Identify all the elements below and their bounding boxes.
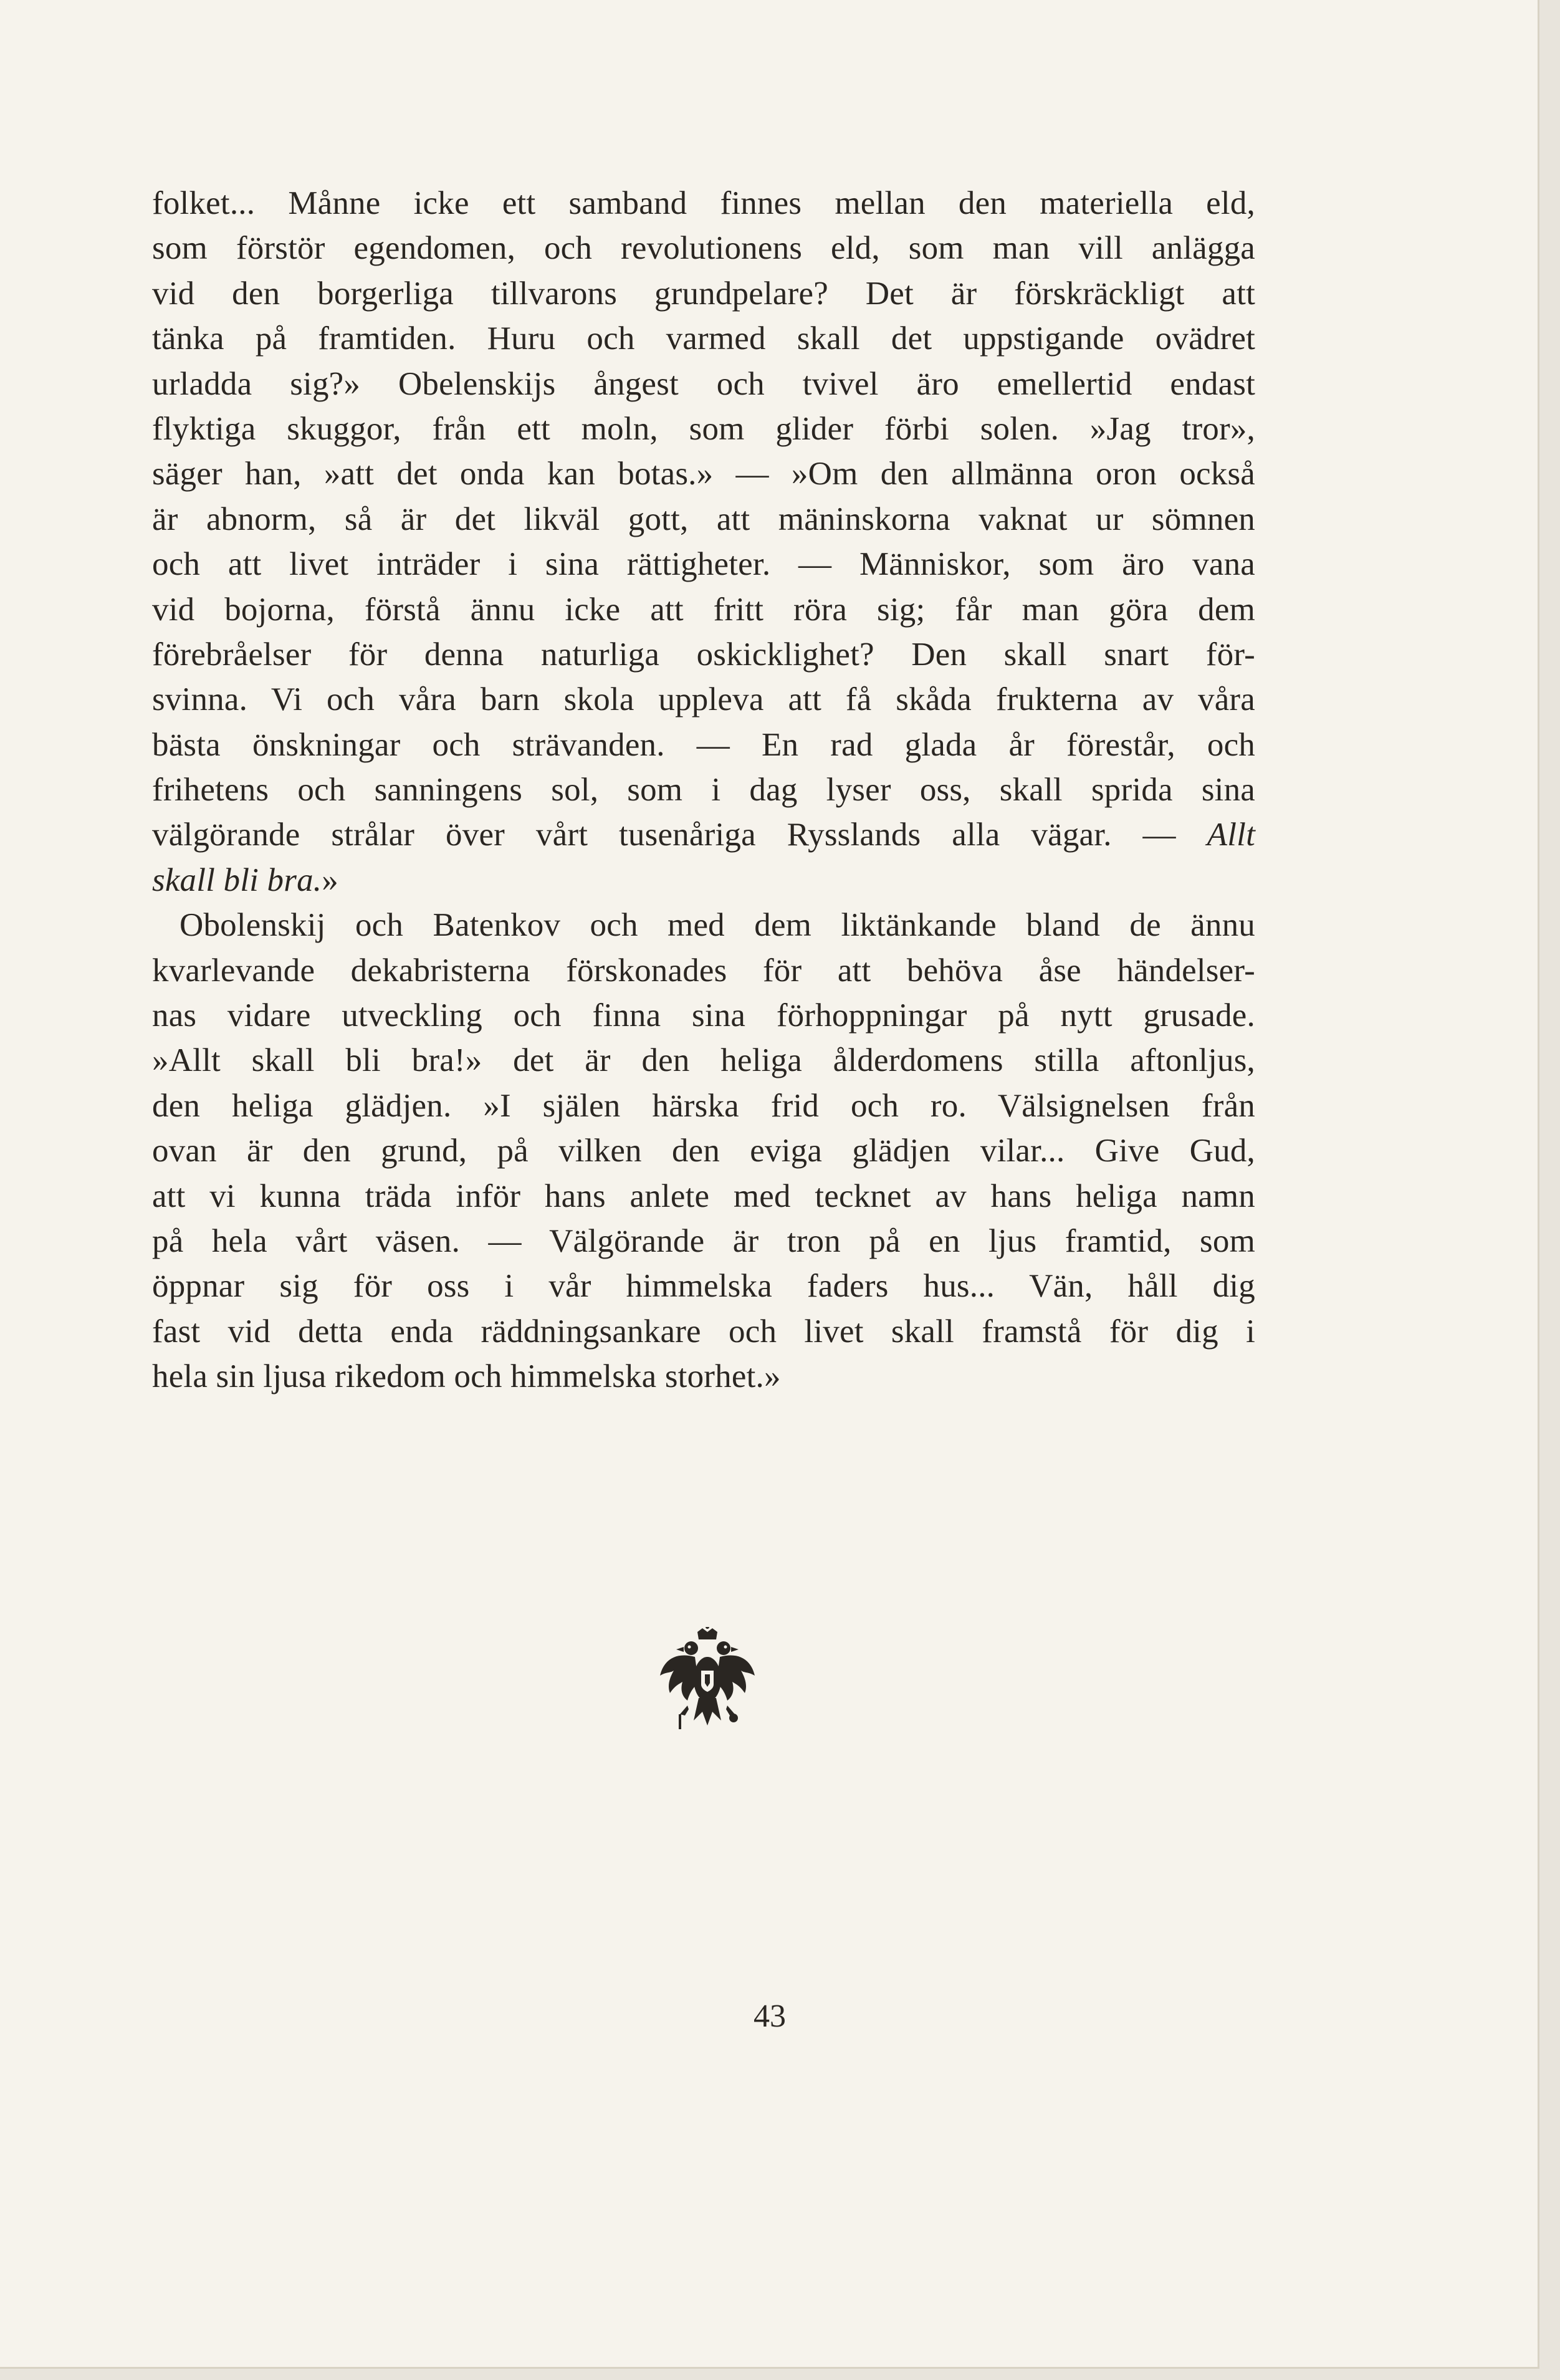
text-line: vid den borgerliga tillvarons grundpelare? Det är förskräckligt att <box>152 275 1255 312</box>
text-line: frihetens och sanningens sol, som i dag lyser oss, skall sprida sina <box>152 772 1255 809</box>
text-line: förebråelser för denna naturliga oskicklighet? Den skall snart för- <box>152 636 1255 673</box>
text-line: svinna. Vi och våra barn skola uppleva att få skåda frukterna av våra <box>152 681 1255 718</box>
text-line: Obolenskij och Batenkov och med dem liktänkande bland de ännu <box>179 907 1255 944</box>
text-line: som förstör egendomen, och revolutionens eld, som man vill anlägga <box>152 230 1255 267</box>
text-line: nas vidare utveckling och finna sina förhoppningar på nytt grusade. <box>152 997 1255 1034</box>
emphasis-text: Allt <box>1207 817 1255 853</box>
emphasis-text: skall bli bra. <box>152 861 322 898</box>
text-line: den heliga glädjen. »I själen härska frid och ro. Välsignelsen från <box>152 1087 1255 1124</box>
text-line: »Allt skall bli bra!» det är den heliga ålderdomens stilla aftonljus, <box>152 1042 1255 1079</box>
text-segment: välgörande strålar över vårt tusenåriga Rysslands alla vägar. — <box>152 817 1207 853</box>
text-line: hela sin ljusa rikedom och himmelska storhet.» <box>152 1358 781 1395</box>
text-line: bästa önskningar och strävanden. — En rad glada år förestår, och <box>152 726 1255 763</box>
text-line <box>152 858 1255 903</box>
closing-quote: » <box>322 861 338 898</box>
text-line: ovan är den grund, på vilken den eviga glädjen vilar... Give Gud, <box>152 1133 1255 1169</box>
double-headed-eagle-icon <box>658 1627 757 1733</box>
text-line: vid bojorna, förstå ännu icke att fritt röra sig; får man göra dem <box>152 591 1255 628</box>
text-line: säger han, »att det onda kan botas.» — »Om den allmänna oron också <box>152 456 1255 492</box>
text-line: att vi kunna träda inför hans anlete med tecknet av hans heliga namn <box>152 1178 1255 1214</box>
text-line: är abnorm, så är det likväl gott, att mäninskorna vaknat ur sömnen <box>152 501 1255 537</box>
body-text <box>152 181 1255 1399</box>
text-line <box>152 812 1255 857</box>
text-line: på hela vårt väsen. — Välgörande är tron på en ljus framtid, som <box>152 1222 1255 1259</box>
text-line: och att livet inträder i sina rättigheter. — Människor, som äro vana <box>152 546 1255 583</box>
text-line: tänka på framtiden. Huru och varmed skall det uppstigande ovädret <box>152 320 1255 357</box>
text-line: folket... Månne icke ett samband finnes mellan den materiella eld, <box>152 185 1255 221</box>
text-line: flyktiga skuggor, från ett moln, som glider förbi solen. »Jag tror», <box>152 410 1255 447</box>
text-line: fast vid detta enda räddningsankare och livet skall framstå för dig i <box>152 1313 1255 1350</box>
text-line: öppnar sig för oss i vår himmelska faders hus... Vän, håll dig <box>152 1268 1255 1305</box>
paragraph-2 <box>152 903 1255 1399</box>
text-line: urladda sig?» Obelenskijs ångest och tvivel äro emellertid endast <box>152 365 1255 402</box>
text-line: kvarlevande dekabristerna förskonades för att behöva åse händelser- <box>152 952 1255 989</box>
page-number: 43 <box>754 1999 786 2034</box>
paragraph-1 <box>152 181 1255 903</box>
